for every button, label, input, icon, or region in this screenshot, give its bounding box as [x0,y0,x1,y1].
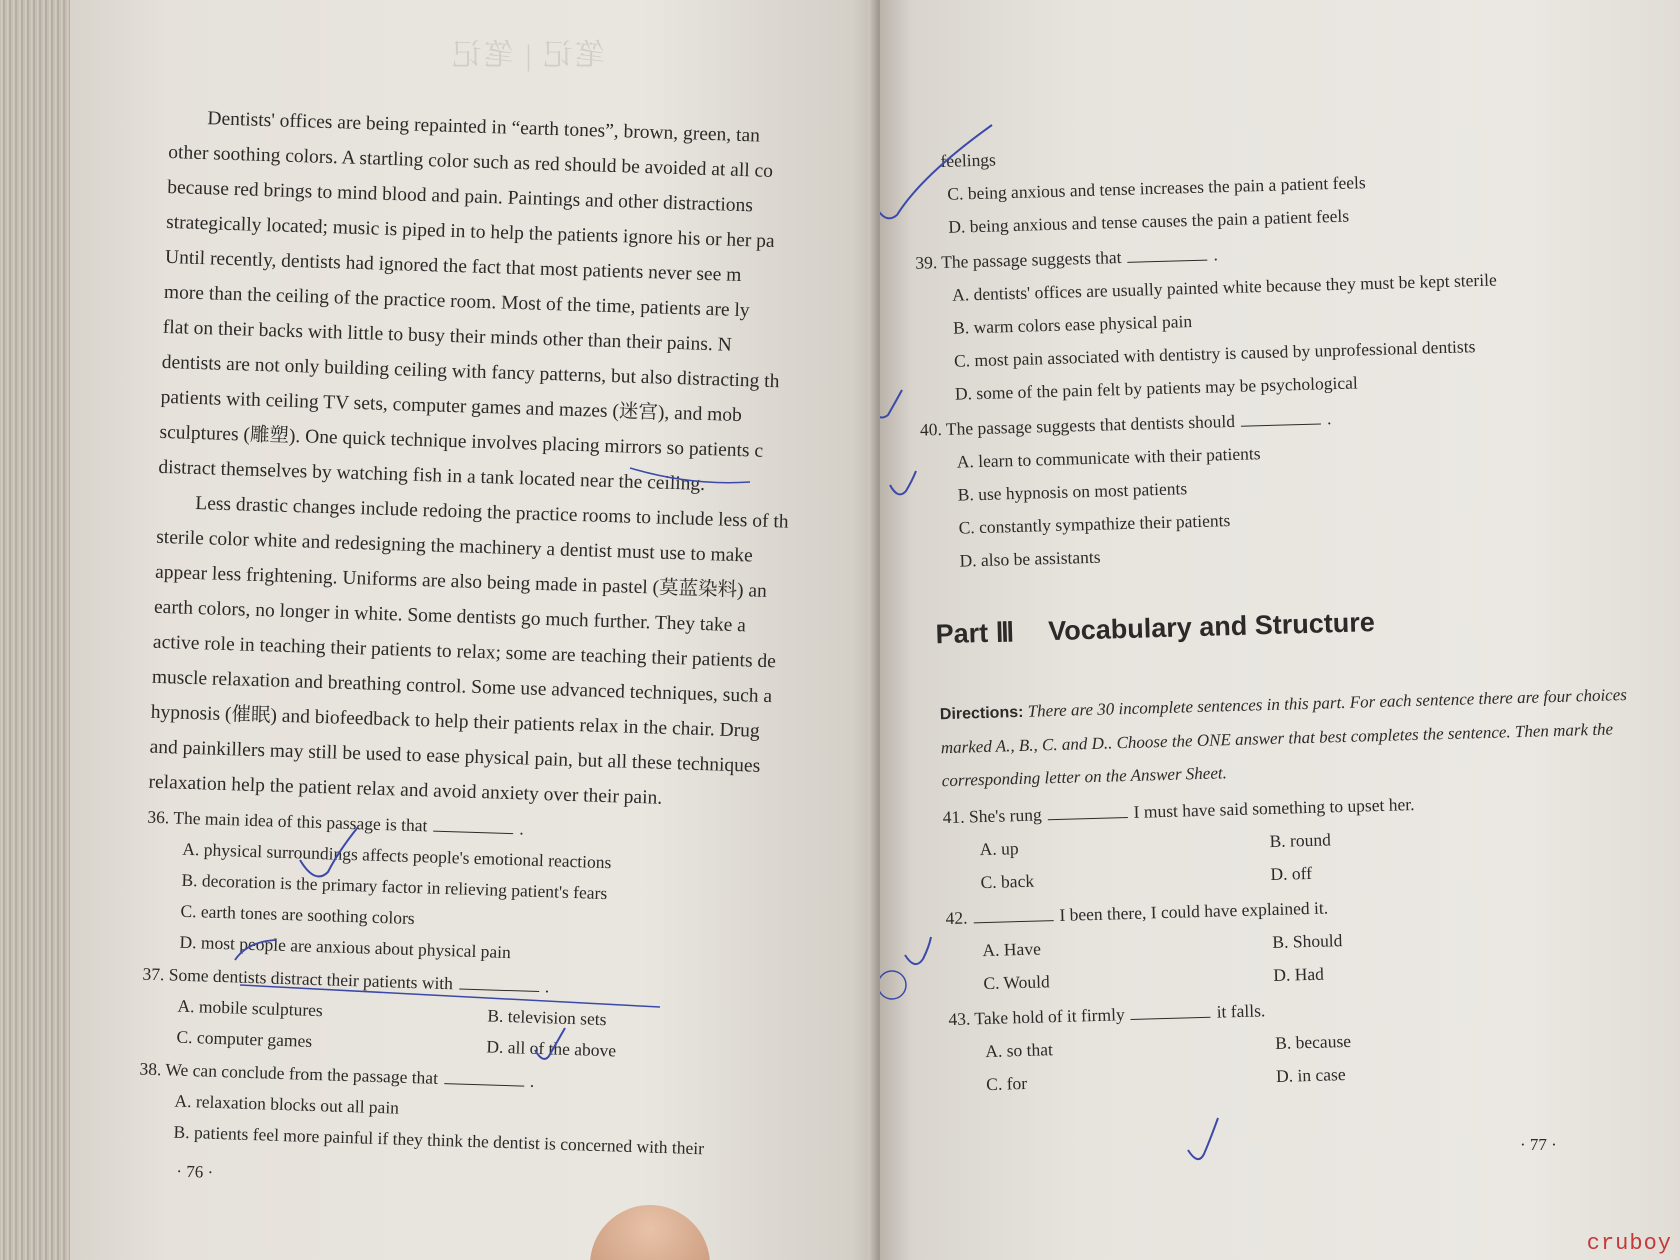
q36-option-d: D. most people are anxious about physical pain [179,931,512,963]
left-text-column [136,100,885,1212]
q43-option-a: A. so that [985,1039,1054,1062]
q41-option-a: A. up [979,838,1019,860]
question-36: 36. The main idea of this passage is that . A. physical surroundings affects people's emotional reactions B. decoration is the primary factor in relieving patient's fears C. earth tones are soothing colors D. most people are anxious about physical pain [143,802,885,981]
q38-option-c: C. being anxious and tense increases the pain a patient feels [947,172,1366,204]
q39-option-a: A. dentists' offices are usually painted white because they must be kept sterile [951,269,1497,305]
right-text-column [914,125,1680,1102]
question-42: 42. I been there, I could have explained it. A. Have B. Should C. Would D. Had [945,882,1680,1002]
bleed-through-writing: 笔记 | 笔记 [450,39,606,72]
directions: Directions: There are 30 incomplete sentences in this part. For each sentence there are four choices marked A., B., C. and D.. Choose the ONE answer that best completes the sentence. Then mark the corresponding letter on the Answer Sheet. [939,685,1628,791]
q41-option-d: D. off [1270,862,1313,885]
question-43: 43. Take hold of it firmly it falls. A. so that B. because C. for D. in case [948,983,1680,1103]
left-page [70,0,885,1260]
q39-option-c: C. most pain associated with dentistry is caused by unprofessional dentists [953,336,1476,371]
question-39: 39. The passage suggests that . A. dentists' offices are usually painted white because they must be kept sterile B. warm colors ease physical pain C. most pain associated with dentistry is caused by unprofessional dentists D. some of the pain felt by patients may be psychological [943,226,1667,411]
q43-option-b: B. because [1274,1030,1352,1053]
q37-option-a: A. mobile sculptures [177,995,324,1021]
question-40: 40. The passage suggests that dentists should . A. learn to communicate with their patients B. use hypnosis on most patients C. constantly sympathize their patients D. also be assistants [947,393,1671,578]
question-38-continued: feelings C. being anxious and tense increases the pain a patient feels D. being anxious and tense causes the pain a patient feels [940,125,1662,244]
q40-option-a: A. learn to communicate with their patients [956,443,1261,472]
page-edges [0,0,78,1260]
passage-paragraph-2: Less drastic changes include redoing the practice rooms to include less of th sterile color white and redesigning the machinery a dentist must use to make appear less frightening. Uniforms are also being made in pastel (莫蓝染料) an earth colors, no longer in white. Some dentists go much further. They take a active role in teaching their patients to relax; some are teaching their patients de muscle relaxation and breathing control. Some use advanced techniques, such a hypnosis (催眠) and biofeedback to help their patients relax in the chair. Drug and painkillers may still be used to ease physical pain, but all these techniques relaxation help the patient relax and avoid anxiety over their pain. [148,493,789,809]
watermark: cruboy [1586,1231,1672,1256]
q37-option-b: B. television sets [487,1005,607,1030]
q42-option-b: B. Should [1272,930,1343,953]
q37-option-c: C. computer games [176,1026,313,1051]
q42-option-d: D. Had [1273,963,1325,986]
page-number-left: · 76 · [176,1161,214,1182]
q36-option-a: A. physical surroundings affects people's emotional reactions [182,838,612,873]
q40-option-d: D. also be assistants [959,546,1101,571]
q38-option-a: A. relaxation blocks out all pain [174,1090,400,1118]
section-heading [935,598,1674,652]
q39-option-b: B. warm colors ease physical pain [952,311,1193,338]
q38-option-b: B. patients feel more painful if they think the dentist is concerned with their [173,1121,705,1159]
q41-option-b: B. round [1269,829,1332,852]
q38-option-d: D. being anxious and tense causes the pain a patient feels [948,205,1350,237]
q40-option-c: C. constantly sympathize their patients [958,510,1231,538]
q43-option-c: C. for [985,1072,1028,1095]
part-label: Part Ⅲ [935,617,1015,650]
question-38: 38. We can conclude from the passage that . A. relaxation blocks out all pain B. patients feel more painful if they think the dentist is concerned with their [137,1054,885,1171]
q36-option-c: C. earth tones are soothing colors [180,900,416,929]
q42-option-a: A. Have [982,938,1042,961]
q36-option-b: B. decoration is the primary factor in relieving patient's fears [181,869,608,904]
q37-option-d: D. all of the above [486,1036,617,1061]
question-37: 37. Some dentists distract their patients with . A. mobile sculptures B. television sets C. computer games D. all of the above [140,959,885,1076]
question-41: 41. She's rung I must have said something to upset her. A. up B. round C. back D. off [942,781,1680,901]
q39-option-d: D. some of the pain felt by patients may be psychological [954,372,1358,404]
q40-option-b: B. use hypnosis on most patients [957,478,1188,505]
thumb [590,1205,710,1260]
q42-option-c: C. Would [983,971,1051,994]
page-number-right: · 77 · [1520,1135,1557,1154]
q41-option-c: C. back [980,870,1035,893]
q43-option-d: D. in case [1275,1064,1346,1086]
part-title: Vocabulary and Structure [1047,607,1376,647]
passage-paragraph-1: Dentists' offices are being repainted in “earth tones”, brown, green, tan other soothing colors. A startling color such as red should be avoided at all co because red brings to mind blood and pain. Paintings and other distractions strategically located; music is piped in to help the patients ignore his or her pa Until recently, dentists had ignored the fact that most patients never see m more than the ceiling of the practice room. Most of the time, patients are ly flat on their backs with little to busy their minds other than their pains. N dentists are not only building ceiling with fancy patterns, but also distracting th patients with ceiling TV sets, computer games and mazes (迷宫), and mob sculptures (雕塑). One quick technique involves placing mirrors so patients c distract themselves by watching fish in a tank located near the ceiling. [158,108,780,495]
right-page [880,0,1680,1260]
